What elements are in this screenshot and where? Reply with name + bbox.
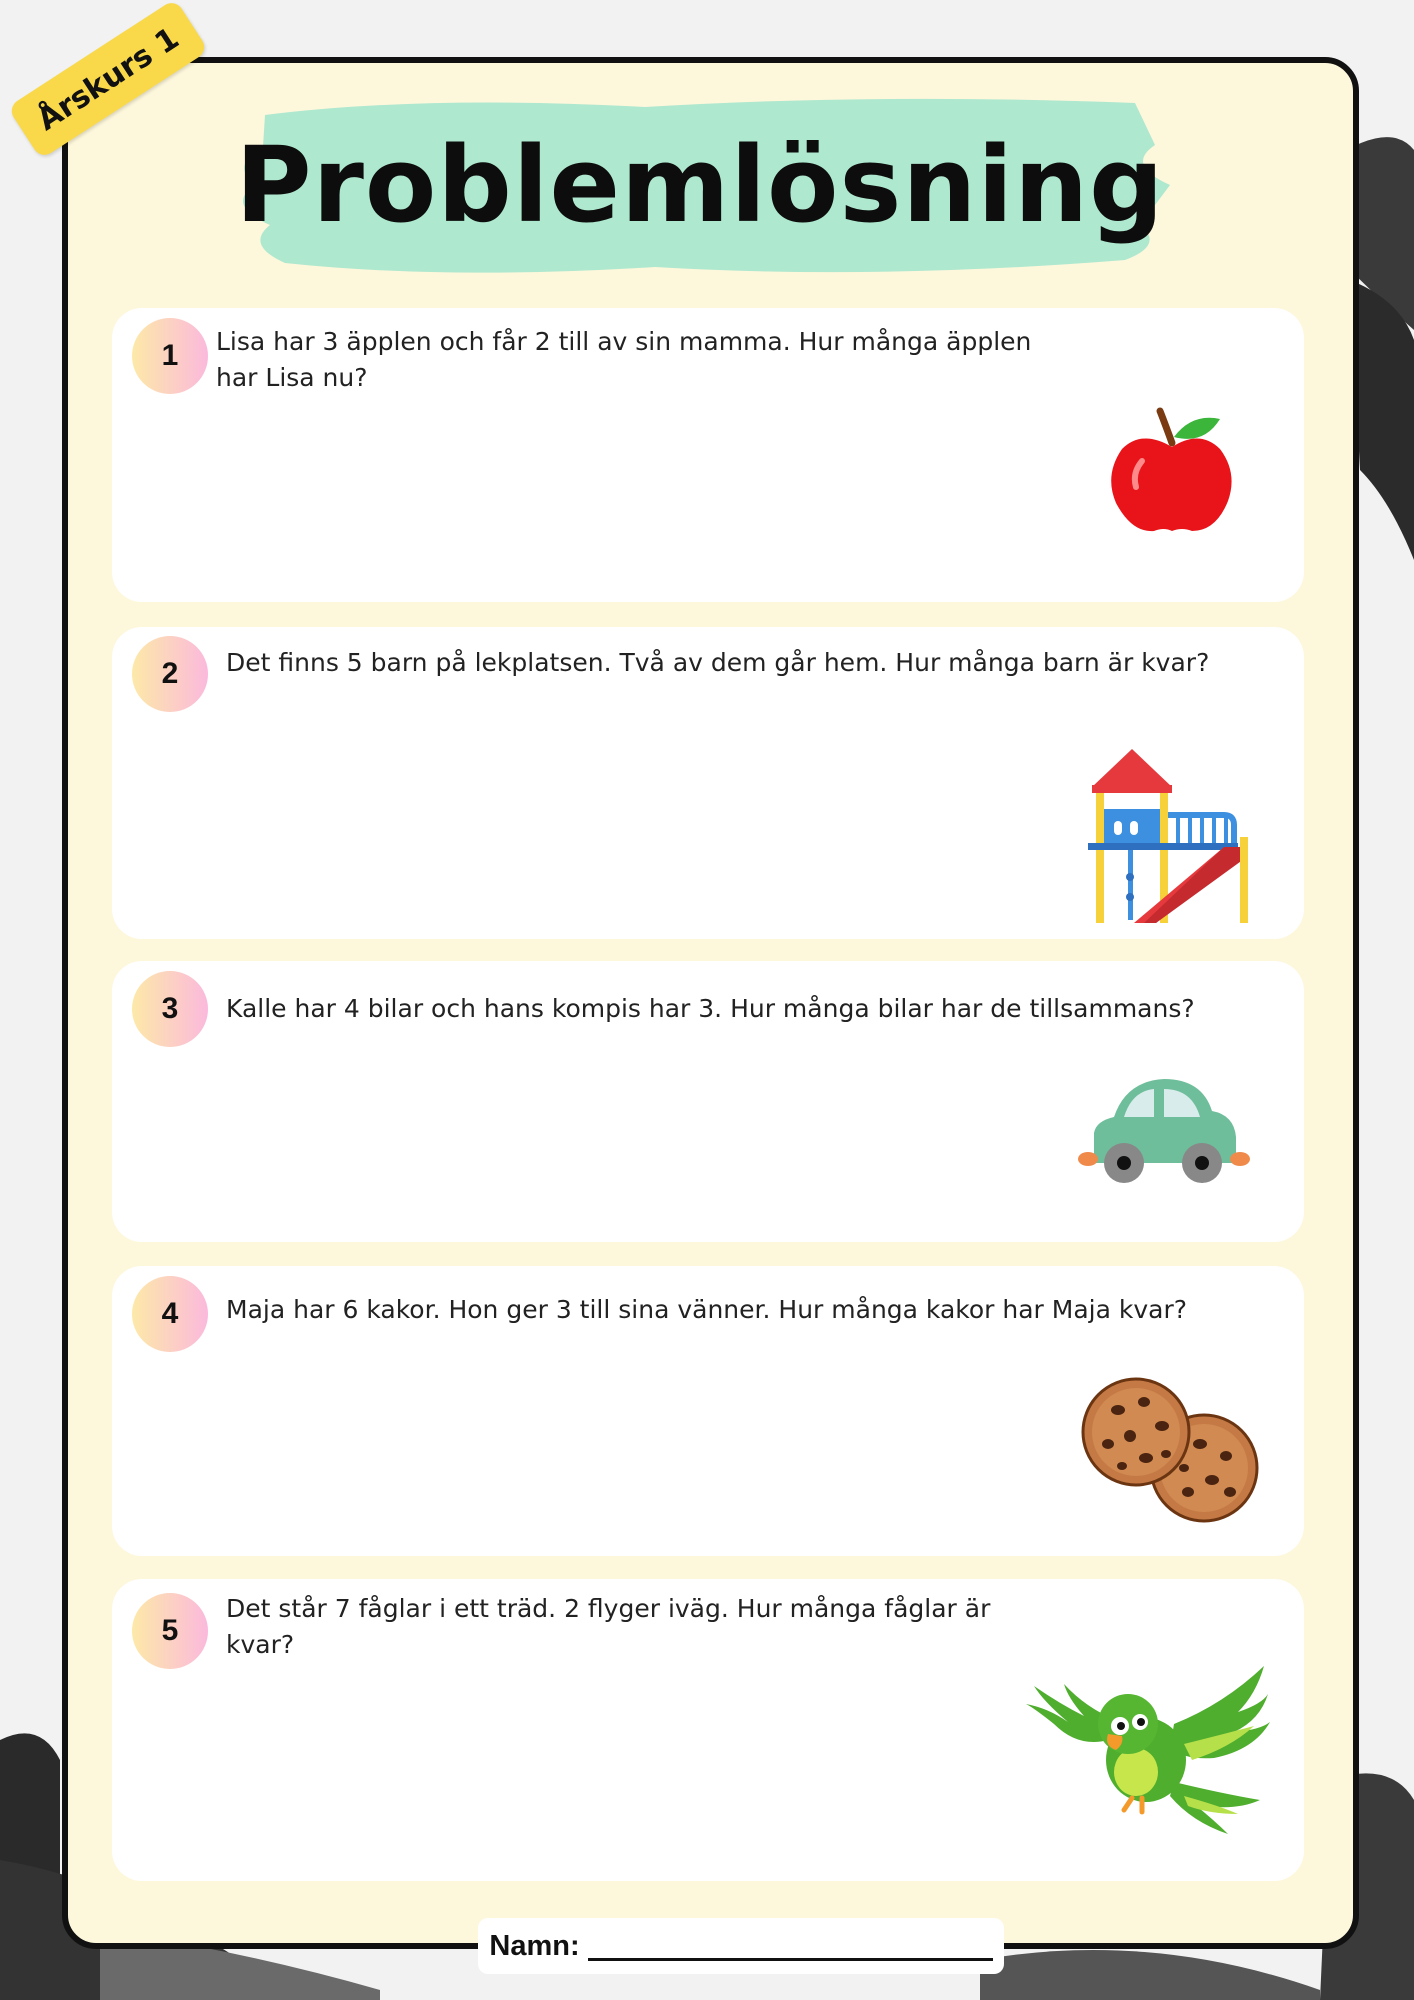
car-icon bbox=[1074, 1071, 1254, 1191]
playground-icon bbox=[1074, 747, 1254, 927]
cookies-icon bbox=[1080, 1374, 1260, 1524]
bird-icon bbox=[1024, 1664, 1274, 1844]
problem-number: 3 bbox=[132, 971, 208, 1047]
problem-card-3 bbox=[112, 961, 1304, 1242]
name-field[interactable] bbox=[478, 1918, 1004, 1974]
problem-card-4 bbox=[112, 1266, 1304, 1556]
problem-number: 2 bbox=[132, 636, 208, 712]
apple-icon bbox=[1102, 403, 1242, 543]
problem-number: 5 bbox=[132, 1593, 208, 1669]
page-title: Problemlösning bbox=[235, 124, 1165, 246]
name-writing-line[interactable] bbox=[588, 1932, 993, 1961]
problem-card-1 bbox=[112, 308, 1304, 602]
name-label: Namn: bbox=[489, 1929, 580, 1962]
grade-badge-text: Årskurs 1 bbox=[30, 20, 186, 138]
problem-number: 1 bbox=[132, 318, 208, 394]
problem-card-5 bbox=[112, 1579, 1304, 1881]
problem-text: Kalle har 4 bilar och hans kompis har 3. Hur många bilar har de tillsammans? bbox=[226, 994, 1195, 1023]
problem-card-2 bbox=[112, 627, 1304, 939]
problem-text: Lisa har 3 äpplen och får 2 till av sin mamma. Hur många äpplen har Lisa nu? bbox=[216, 327, 1032, 392]
problem-text: Det står 7 fåglar i ett träd. 2 flyger iväg. Hur många fåglar är kvar? bbox=[226, 1594, 991, 1659]
problem-text: Maja har 6 kakor. Hon ger 3 till sina vänner. Hur många kakor har Maja kvar? bbox=[226, 1295, 1188, 1324]
problem-text: Det finns 5 barn på lekplatsen. Två av dem går hem. Hur många barn är kvar? bbox=[226, 648, 1210, 677]
title-area bbox=[225, 85, 1175, 285]
problem-number: 4 bbox=[132, 1276, 208, 1352]
